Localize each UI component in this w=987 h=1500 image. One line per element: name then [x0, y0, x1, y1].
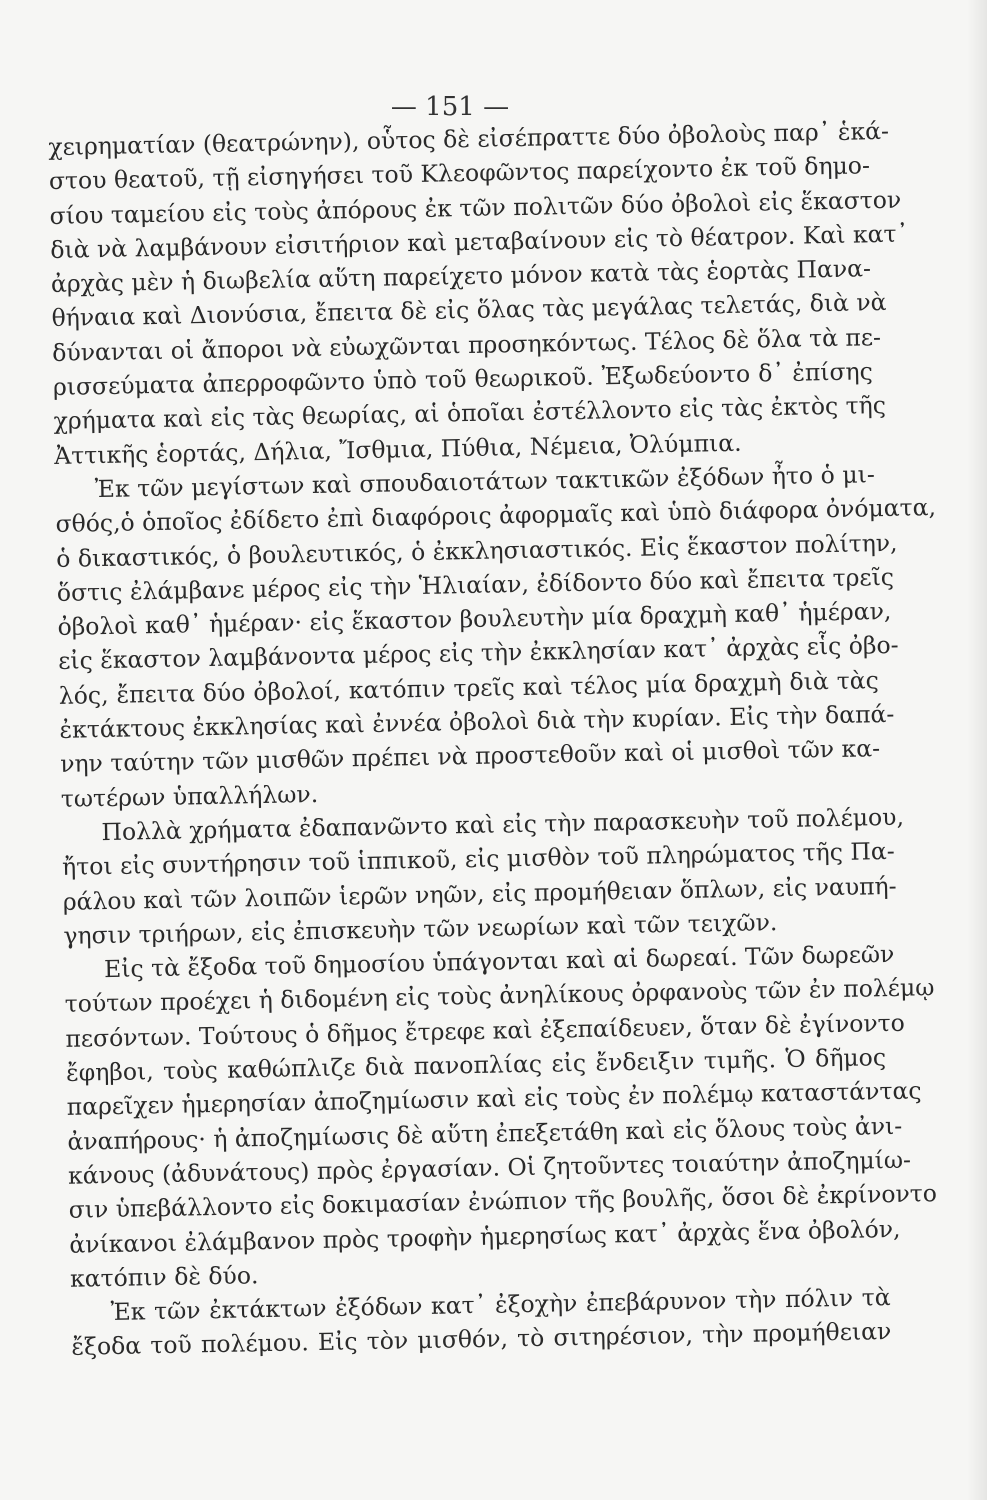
text-line: πεσόντων. Τούτους ὁ δῆμος ἔτρεφε καὶ ἐξεπαίδευεν, ὅταν δὲ ἐγίνοντο [65, 1008, 906, 1053]
text-line: κατόπιν δὲ δύο. [69, 1260, 259, 1293]
text-line: κάνους (ἀδυνάτους) πρὸς ἐργασίαν. Οἱ ζητοῦντες τοιαύτην ἀποζημίω- [67, 1145, 912, 1190]
text-line: ὁ δικαστικός, ὁ βουλευτικός, ὁ ἐκκλησιαστικός. Εἰς ἕκαστον πολίτην, [55, 528, 898, 573]
text-line: σιν ὑπεβάλλοντο εἰς δοκιμασίαν ἐνώπιον τῆς βουλῆς, ὅσοι δὲ ἐκρίνοντο [68, 1179, 938, 1225]
text-line: τούτων προέχει ἡ διδομένη εἰς τοὺς ἀνηλίκους ὀρφανοὺς τῶν ἐν πολέμῳ [64, 973, 935, 1019]
text-line: ὀβολοὶ καθ᾽ ἡμέραν· εἰς ἕκαστον βουλευτὴν μία δραχμὴ καθ᾽ ἡμέραν, [57, 597, 892, 642]
text-line: Ἐκ τῶν ἐκτάκτων ἐξόδων κατ᾽ ἐξοχὴν ἐπεβάρυνον τὴν πόλιν τὰ [110, 1283, 891, 1327]
text-line: χειρηματίαν (θεατρώνην), οὗτος δὲ εἰσέπραττε δύο ὀβολοὺς παρ᾽ ἑκά- [48, 116, 890, 161]
text-line: λός, ἔπειτα δύο ὀβολοί, κατόπιν τρεῖς καὶ τέλος μία δραχμὴ διὰ τὰς [58, 665, 879, 710]
text-line: ἀνίκανοι ἐλάμβανον πρὸς τροφὴν ἡμερησίως κατ᾽ ἀρχὰς ἕνα ὀβολόν, [69, 1214, 901, 1259]
text-line: θήναια καὶ Διονύσια, ἔπειτα δὲ εἰς ὅλας τὰς μεγάλας τελετάς, διὰ νὰ [51, 288, 887, 333]
text-line: Ἐκ τῶν μεγίστων καὶ σπουδαιοτάτων τακτικῶν ἐξόδων ἦτο ὁ μι- [94, 460, 876, 504]
page-number: — 151 — [390, 92, 510, 122]
text-line: σίου ταμείου εἰς τοὺς ἀπόρους ἐκ τῶν πολιτῶν δύο ὀβολοὶ εἰς ἕκαστον [49, 185, 902, 230]
text-line: ἀρχὰς μὲν ἡ διωβελία αὕτη παρείχετο μόνον κατὰ τὰς ἑορτὰς Πανα- [50, 254, 872, 299]
text-line: νην ταύτην τῶν μισθῶν πρέπει νὰ προστεθοῦν καὶ οἱ μισθοὶ τῶν κα- [59, 734, 881, 779]
text-line: τωτέρων ὑπαλλήλων. [60, 779, 319, 813]
text-line: εἰς ἕκαστον λαμβάνοντα μέρος εἰς τὴν ἐκκλησίαν κατ᾽ ἀρχὰς εἷς ὀβο- [57, 631, 899, 676]
text-line: ράλου καὶ τῶν λοιπῶν ἱερῶν νηῶν, εἰς προμήθειαν ὅπλων, εἰς ναυπή- [62, 871, 897, 916]
text-line: ἔφηβοι, τοὺς καθώπλιζε διὰ πανοπλίας εἰς ἔνδειξιν τιμῆς. Ὁ δῆμος [65, 1043, 887, 1087]
body-text [48, 114, 938, 1364]
text-line: Ἀττικῆς ἑορτάς, Δήλια, Ἴσθμια, Πύθια, Νέμεια, Ὀλύμπια. [53, 428, 742, 470]
text-line: Πολλὰ χρήματα ἐδαπανῶντο καὶ εἰς τὴν παρασκευὴν τοῦ πολέμου, [101, 802, 905, 847]
text-line: ἐκτάκτους ἐκκλησίας καὶ ἐννέα ὀβολοὶ διὰ τὴν κυρίαν. Εἰς τὴν δαπά- [59, 699, 895, 744]
text-line: διὰ νὰ λαμβάνουν εἰσιτήριον καὶ μεταβαίνουν εἰς τὸ θέατρον. Καὶ κατ᾽ [50, 219, 909, 264]
text-line: ἤτοι εἰς συντήρησιν τοῦ ἱππικοῦ, εἰς μισθὸν τοῦ πληρώματος τῆς Πα- [61, 837, 895, 882]
text-line: ρισσεύματα ἀπερροφῶντο ὑπὸ τοῦ θεωρικοῦ. Ἐξωδεύοντο δ᾽ ἐπίσης [52, 357, 874, 402]
text-line: δύνανται οἱ ἄποροι νὰ εὐωχῶνται προσηκόντως. Τέλος δὲ ὅλα τὰ πε- [52, 322, 882, 367]
text-line: χρήματα καὶ εἰς τὰς θεωρίας, αἱ ὁποῖαι ἐστέλλοντο εἰς τὰς ἐκτὸς τῆς [53, 391, 887, 436]
text-line: ἀναπήρους· ἡ ἀποζημίωσις δὲ αὕτη ἐπεξετάθη καὶ εἰς ὅλους τοὺς ἀνι- [67, 1111, 903, 1156]
text-line: στου θεατοῦ, τῇ εἰσηγήσει τοῦ Κλεοφῶντος παρείχοντο ἐκ τοῦ δημο- [48, 151, 871, 196]
text-line: Εἰς τὰ ἔξοδα τοῦ δημοσίου ὑπάγονται καὶ αἱ δωρεαί. Τῶν δωρεῶν [103, 940, 895, 984]
text-line: σθός,ὁ ὁποῖος ἐδίδετο ἐπὶ διαφόροις ἀφορμαῖς καὶ ὑπὸ διάφορα ὀνόματα, [55, 493, 937, 539]
text-line: γησιν τριήρων, εἰς ἐπισκευὴν τῶν νεωρίων καὶ τῶν τειχῶν. [63, 907, 778, 950]
text-line: παρεῖχεν ἡμερησίαν ἀποζημίωσιν καὶ εἰς τοὺς ἐν πολέμῳ καταστάντας [66, 1076, 922, 1122]
text-line: ὅστις ἐλάμβανε μέρος εἰς τὴν Ἡλιαίαν, ἐδίδοντο δύο καὶ ἔπειτα τρεῖς [56, 562, 895, 607]
text-line: ἔξοδα τοῦ πολέμου. Εἰς τὸν μισθόν, τὸ σιτηρέσιον, τὴν προμήθειαν [71, 1317, 892, 1362]
page-edge-shadow [967, 0, 987, 1500]
